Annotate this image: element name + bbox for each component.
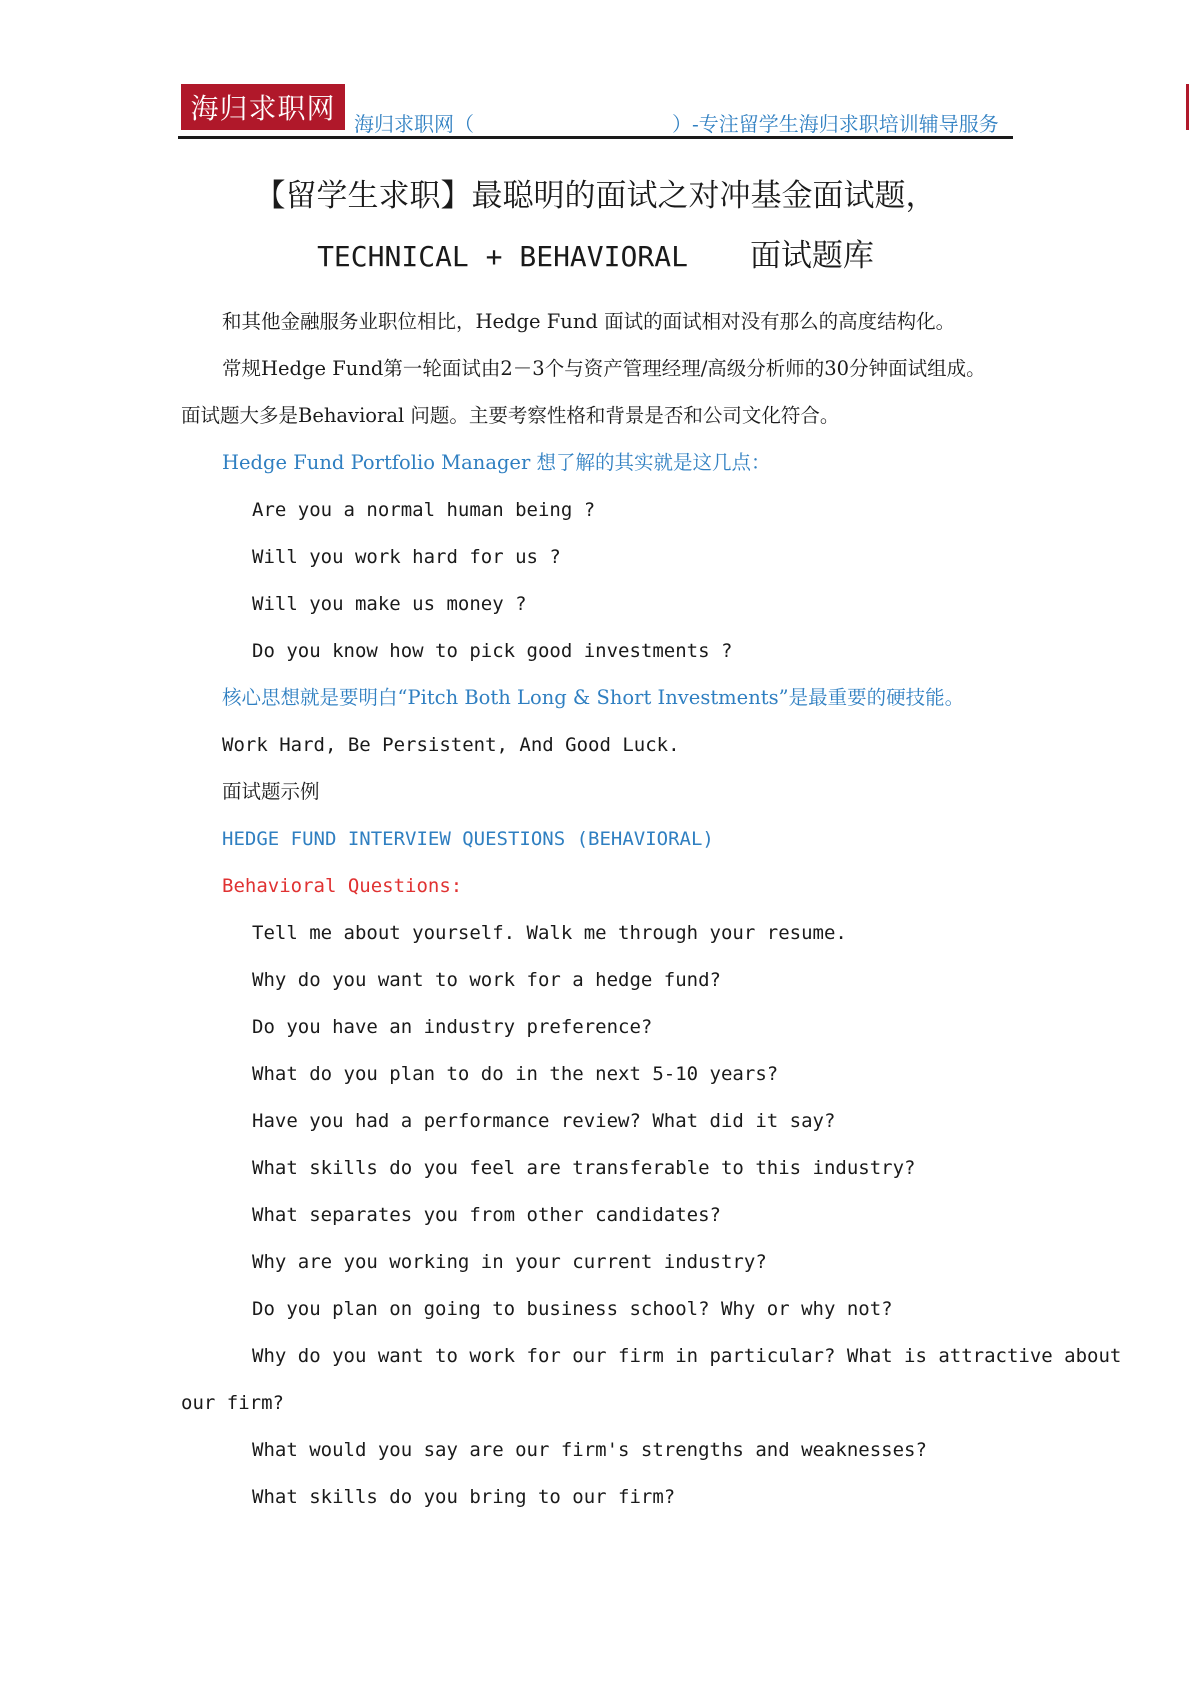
header-tagline: ）-专注留学生海归求职培训辅导服务 (672, 112, 999, 136)
pm-point: Do you know how to pick good investments ? (252, 640, 733, 662)
question-item: What skills do you bring to our firm? (252, 1486, 676, 1508)
section-heading: HEDGE FUND INTERVIEW QUESTIONS (BEHAVIORAL) (222, 828, 714, 850)
title-technical-behavioral: TECHNICAL + BEHAVIORAL (317, 240, 688, 273)
intro-paragraph-2: 常规Hedge Fund第一轮面试由2－3个与资产管理经理/高级分析师的30分钟面试组成。 (222, 357, 986, 380)
header-divider (178, 136, 1013, 139)
pm-point: Are you a normal human being ? (252, 499, 596, 521)
header-site-name: 海归求职网（ (354, 112, 474, 136)
question-item: Why do you want to work for a hedge fund? (252, 969, 721, 991)
title-question-bank: 面试题库 (749, 238, 874, 274)
examples-heading: 面试题示例 (222, 780, 320, 803)
site-logo: 海归求职网 (181, 84, 345, 130)
pm-point: Will you work hard for us ? (252, 546, 561, 568)
question-item: Have you had a performance review? What did it say? (252, 1110, 836, 1132)
question-item: Why do you want to work for our firm in particular? What is attractive about (252, 1345, 1122, 1367)
question-item: What skills do you feel are transferable to this industry? (252, 1157, 916, 1179)
question-item: Do you plan on going to business school? Why or why not? (252, 1298, 893, 1320)
core-idea: 核心思想就是要明白“Pitch Both Long & Short Investments”是最重要的硬技能。 (222, 686, 965, 709)
question-item: What would you say are our firm's strengths and weaknesses? (252, 1439, 927, 1461)
intro-paragraph-1: 和其他金融服务业职位相比，Hedge Fund 面试的面试相对没有那么的高度结构化。 (222, 310, 956, 333)
question-item: Tell me about yourself. Walk me through your resume. (252, 922, 847, 944)
pm-point: Will you make us money ? (252, 593, 527, 615)
behavioral-label: Behavioral Questions: (222, 875, 463, 897)
pm-heading: Hedge Fund Portfolio Manager 想了解的其实就是这几点： (222, 451, 771, 474)
question-item: Why are you working in your current industry? (252, 1251, 767, 1273)
document-title-line2 (178, 230, 1013, 275)
intro-paragraph-3: 面试题大多是Behavioral 问题。主要考察性格和背景是否和公司文化符合。 (181, 404, 840, 427)
question-item: What do you plan to do in the next 5-10 years? (252, 1063, 779, 1085)
document-title-line1: 【留学生求职】最聪明的面试之对冲基金面试题， (254, 178, 937, 214)
question-item-continued: our firm? (181, 1392, 284, 1414)
question-item: Do you have an industry preference? (252, 1016, 653, 1038)
edge-mark (1186, 84, 1189, 130)
question-item: What separates you from other candidates? (252, 1204, 721, 1226)
motto: Work Hard, Be Persistent, And Good Luck. (222, 734, 680, 756)
